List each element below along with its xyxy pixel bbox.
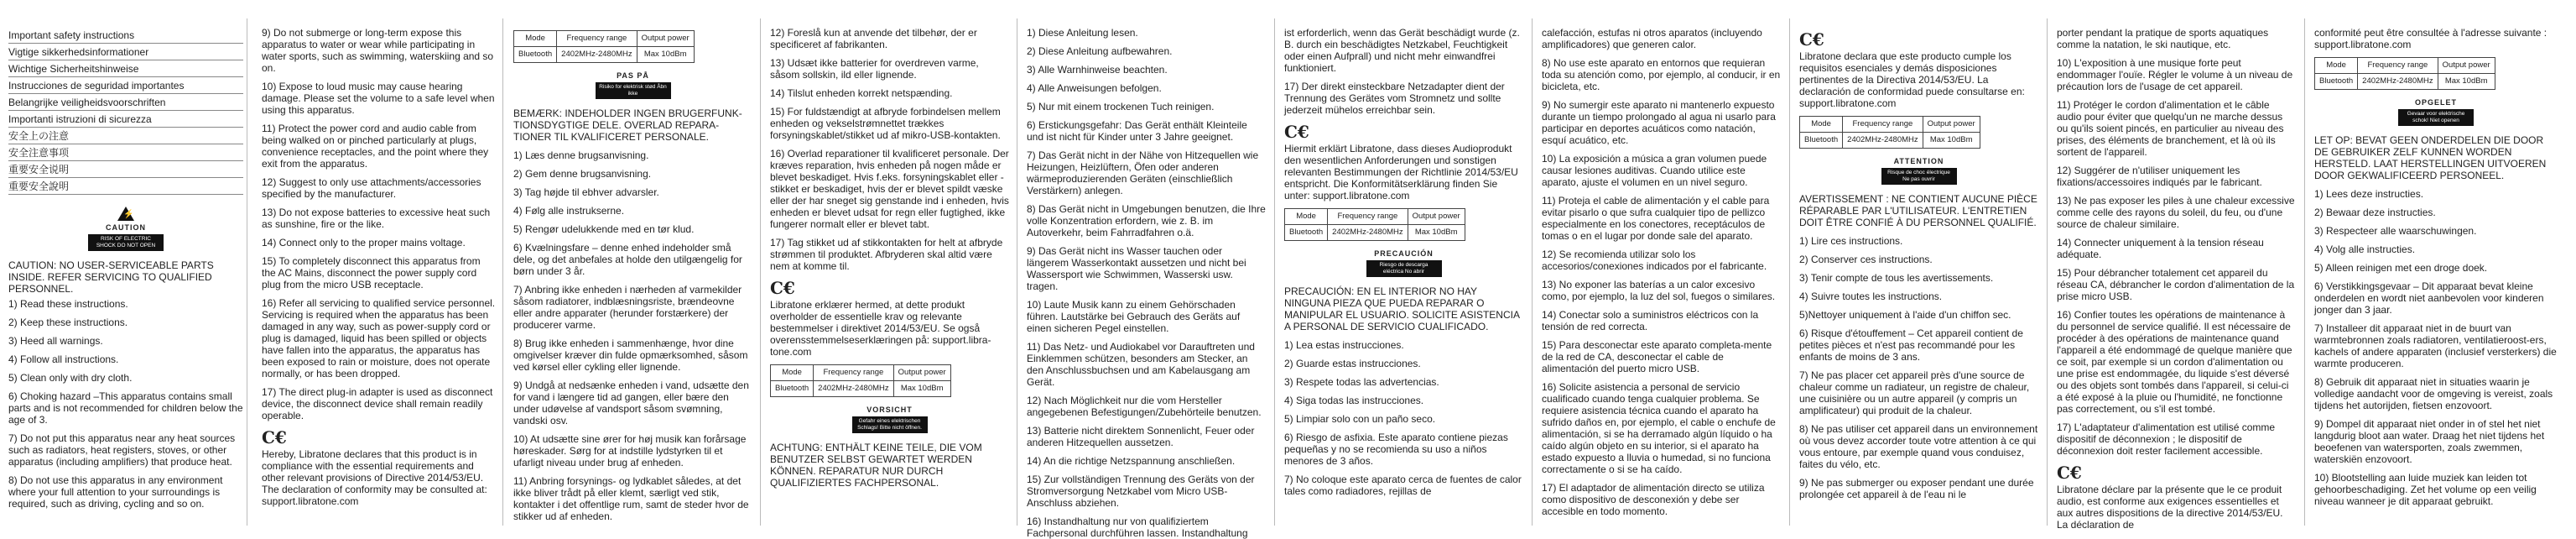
paragraph: Libratone déclare par la présente que le ce produit audio, est conforme aux exigences essentielles et aux autres dispositions de la directive 2014/53/EU. La déclaration de	[2057, 484, 2283, 531]
spec-cell: 2402MHz-2480MHz	[1843, 133, 1923, 149]
column-divider	[502, 18, 503, 526]
paragraph: 13) Batterie nicht direktem Sonnenlicht, Feuer oder anderen Hitzequellen aussetzen.	[1027, 425, 1255, 448]
spec-cell: Bluetooth	[514, 47, 557, 63]
paragraph: 6) Kvælningsfare – denne enhed indeholder små dele, og det anbefales at holde den utilgængelig for børn under 3 år.	[513, 242, 742, 277]
paragraph: LET OP: BEVAT GEEN ONDERDELEN DIE DOOR DE GEBRUIKER ZELF KUNNEN WORDEN HERSTELD. LAAT HERSTELLINGEN UITVOEREN DOOR GEKWALIFICEERD PERSONEEL.	[2314, 134, 2547, 181]
paragraph: 4) Siga todas las instrucciones.	[1284, 395, 1424, 406]
caution-symbol	[1799, 155, 2038, 185]
toc-item: Wichtige Sicherheitshinweise	[8, 60, 243, 77]
paragraph: 17) L'adaptateur d'alimentation est utilisé comme dispositif de déconnexion ; le dispositif de déconnexion doit rester facilement accessible.	[2057, 421, 2276, 457]
caution-title: PAS PÅ	[617, 71, 649, 80]
caution-title: OPGELET	[2414, 98, 2457, 107]
paragraph: AVERTISSEMENT : NE CONTIENT AUCUNE PIÈCE RÉPARABLE PAR L'UTILISATEUR. L'ENTRETIEN DOIT ÊTRE CONFIÉ À DU PERSONNEL QUALIFIÉ.	[1799, 193, 2037, 228]
paragraph: 4) Følg alle instrukserne.	[513, 205, 625, 217]
paragraph: PRECAUCIÓN: EN EL INTERIOR NO HAY NINGUNA PIEZA QUE PUEDA REPARAR O MANIPULAR EL USUARIO. SOLICITE ASISTENCIA A PERSONAL DE SERVICIO CUALIFICADO.	[1284, 285, 1520, 332]
caution-label: RISK OF ELECTRIC SHOCK DO NOT OPEN	[88, 234, 164, 251]
spec-header: Output power	[637, 31, 694, 47]
paragraph: 2) Conserver ces instructions.	[1799, 254, 1933, 265]
paragraph: 8) Do not use this apparatus in any environment where your full attention to your surroundings is required, such as driving, cycling and so on.	[8, 474, 223, 510]
paragraph: 3) Alle Warnhinweise beachten.	[1027, 64, 1168, 76]
paragraph: 11) Protect the power cord and audio cable from being walked on or pinched particularly at plugs, convenience receptacles, and the point where they exit from the apparatus.	[262, 123, 489, 170]
paragraph: 15) For fuldstændigt at afbryde forbindelsen mellem enheden og vekselstrømnettet trækkes forsyningskablet/stikket ud af mikro-USB-kontakten.	[770, 106, 1001, 141]
paragraph: 3) Heed all warnings.	[8, 335, 103, 347]
spec-header: Mode	[2315, 58, 2358, 74]
caution-title: VORSICHT	[866, 406, 913, 414]
paragraph: BEMÆRK: INDEHOLDER INGEN BRUGERFUNK-TIONSDYGTIGE DELE. OVERLAD REPARA-TIONER TIL KVALIFICERET PERSONALE.	[513, 107, 742, 143]
paragraph: 4) Follow all instructions.	[8, 353, 119, 365]
paragraph: 9) Das Gerät nicht ins Wasser tauchen oder längerem Wasserkontakt aussetzen und nicht bei Wassersport wie Schwimmen, Wasserski usw. tragen.	[1027, 245, 1246, 292]
caution-label: Gevaar voor elektrische schok! Niet openen	[2398, 109, 2474, 126]
paragraph: ACHTUNG: ENTHÄLT KEINE TEILE, DIE VOM BENUTZER SELBST GEWARTET WERDEN KÖNNEN. REPARATUR NUR DURCH QUALIFIZIERTES FACHPERSONAL.	[770, 442, 982, 489]
paragraph: 17) El adaptador de alimentación directo se utiliza como dispositivo de desconexión y debe ser accesible en todo momento.	[1542, 482, 1765, 517]
caution-title: PRECAUCIÓN	[1374, 249, 1434, 258]
column-divider	[760, 18, 761, 526]
caution-symbol	[513, 70, 752, 99]
paragraph: 10) Laute Musik kann zu einem Gehörschaden führen. Lautstärke bei Gebrauch des Geräts auf einen sicheren Pegel einstellen.	[1027, 299, 1241, 334]
column-divider	[1789, 18, 1790, 526]
paragraph: 10) At udsætte sine ører for høj musik kan forårsage høreskader. Sørg for at indstille lydstyrken til et ufarligt niveau under brug af enheden.	[513, 433, 747, 468]
paragraph: 14) Connect only to the proper mains voltage.	[262, 237, 466, 249]
paragraph: 3) Respete todas las advertencias.	[1284, 376, 1439, 388]
paragraph: 9) Ne pas submerger ou exposer pendant une durée prolongée cet appareil à de l'eau ni le	[1799, 477, 2034, 500]
spec-header: Frequency range	[814, 365, 893, 381]
paragraph: 10) L'exposition à une musique forte peut endommager l'ouïe. Régler le volume à un niveau de précaution lors de l'usage de cet appareil.	[2057, 57, 2293, 92]
spec-cell: Bluetooth	[2315, 74, 2358, 90]
paragraph: 14) Connecter uniquement à la tension réseau adéquate.	[2057, 237, 2264, 260]
paragraph: 16) Refer all servicing to qualified service personnel. Servicing is required when the apparatus has been damaged in any way, such as power-supply cord or plug is damaged, liquid has been spilled or objects have fallen into the apparatus, the apparatus has been exposed to rain or moisture, does not operate normally, or has been dropped.	[262, 297, 496, 379]
paragraph: Hereby, Libratone declares that this product is in compliance with the essential requirements and other relevant provisions of Directive 2014/53/EU. The declaration of conformity may be consulted at: support.libratone.com	[262, 448, 487, 507]
spec-header: Frequency range	[557, 31, 637, 47]
paragraph: 6) Verstikkingsgevaar – Dit apparaat bevat kleine onderdelen en wordt niet aanbevolen voor kinderen jonger dan 3 jaar.	[2314, 280, 2544, 316]
toc-item: Belangrijke veiligheidsvoorschriften	[8, 94, 243, 111]
paragraph: 6) Risque d'étouffement – Cet appareil contient de petites pièces et n'est pas recommandé pour les enfants de moins de 3 ans.	[1799, 327, 2023, 363]
spec-header: Mode	[771, 365, 814, 381]
spec-header: Mode	[514, 31, 557, 47]
paragraph: 16) Confier toutes les opérations de maintenance à du personnel de service qualifié. Il est nécessaire de procéder à des opérations de maintenance quand l'appareil a été endommagé de quelque manière que ce soit, par exemple si un cordon d'alimentation ou une prise est endommagée, du liquide s'est déversé ou des objets sont tombés dans l'appareil, si celui-ci a été exposé à la pluie ou l'humidité, ne fonctionne pas correctement, ou s'il est tombé.	[2057, 309, 2292, 415]
caution-label: Risque de choc électrique Ne pas ouvrir	[1881, 168, 1957, 185]
paragraph: 7) Do not put this apparatus near any heat sources such as radiators, heat registers, stoves, or other apparatus (including amplifiers) that produce heat.	[8, 432, 236, 468]
spec-cell: 2402MHz-2480MHz	[2358, 74, 2438, 90]
column-5	[1027, 27, 1266, 539]
spec-cell: 2402MHz-2480MHz	[1328, 225, 1408, 241]
caution-title: ATTENTION	[1893, 157, 1944, 165]
spec-header: Frequency range	[1328, 209, 1408, 225]
paragraph: 6) Erstickungsgefahr: Das Gerät enthält Kleinteile und ist nicht für Kinder unter 3 Jahre geeignet.	[1027, 119, 1247, 143]
spec-table	[1799, 116, 1980, 149]
caution-symbol	[8, 207, 243, 251]
spec-cell: Bluetooth	[1285, 225, 1328, 241]
paragraph: conformité peut être consultée à l'adresse suivante : support.libratone.com	[2314, 27, 2547, 50]
caution-symbol	[1284, 248, 1523, 277]
paragraph: 4) Volg alle instructies.	[2314, 243, 2416, 255]
paragraph: 12) Se recomienda utilizar solo los accesorios/conexiones indicados por el fabricante.	[1542, 249, 1767, 272]
paragraph: 15) Pour débrancher totalement cet appareil du réseau CA, débrancher le cordon d'alimentation de la prise micro USB.	[2057, 267, 2295, 302]
paragraph: 14) An die richtige Netzspannung anschließen.	[1027, 455, 1236, 467]
column-7	[1542, 27, 1781, 522]
paragraph: 3) Tag højde til ebhver advarsler.	[513, 186, 659, 198]
paragraph: Hiermit erklärt Libratone, dass dieses Audioprodukt den wesentlichen Anforderungen und sonstigen relevanten Bestimmungen der Richtlinie 2014/53/EU entspricht. Die Konformitätserklärung finden Sie unter: support.libratone.com	[1284, 143, 1518, 201]
caution-label: Gefahr eines elektrischen Schlags! Bitte nicht öffnen.	[852, 416, 928, 433]
paragraph: 7) Installeer dit apparaat niet in de buurt van warmtebronnen zoals radiatoren, ventilatieroost-ers, kachels of andere apparaten (inclusief versterkers) die warmte produceren.	[2314, 322, 2557, 369]
paragraph: 15) Zur vollständigen Trennung des Geräts von der Stromversorgung Netzkabel vom Micro USB-Anschluss abziehen.	[1027, 474, 1255, 509]
paragraph: 11) Protéger le cordon d'alimentation et le câble audio pour éviter que quelqu'un ne marche dessus ou qu'ils soient pincés, en particulier au niveau des prises, des éléments de branchement, et là où ils sortent de l'appareil.	[2057, 99, 2284, 158]
paragraph: 3) Tenir compte de tous les avertissements.	[1799, 272, 1994, 284]
paragraph: 16) Instandhaltung nur von qualifiziertem Fachpersonal durchführen lassen. Instandhaltung	[1027, 515, 1248, 539]
ce-mark-icon: C€	[2057, 463, 2082, 483]
paragraph: 9) Dompel dit apparaat niet onder in of stel het niet langdurig bloot aan water. Draag het niet tijdens het beoefenen van watersporten, zoals zwemmen, waterskiën enzovoort.	[2314, 418, 2545, 465]
paragraph: 13) No exponer las baterías a un calor excesivo como, por ejemplo, la luz del sol, fuegos o similares.	[1542, 279, 1776, 302]
paragraph: 2) Diese Anleitung aufbewahren.	[1027, 45, 1173, 57]
caution-label: Risiko for elektrisk stød Åbn ikke	[596, 82, 671, 99]
paragraph: 7) Ne pas placer cet appareil près d'une source de chaleur comme un radiateur, un registre de chaleur, une cuisinière ou un autre appareil (y compris un amplificateur) qui produit de la chaleur.	[1799, 369, 2030, 416]
toc-item: 重要安全说明	[8, 161, 243, 178]
toc-item: 安全上の注意	[8, 128, 243, 144]
spec-cell: Max 10dBm	[1923, 133, 1980, 149]
paragraph: 5) Rengør udelukkende med en tør klud.	[513, 223, 695, 235]
paragraph: 4) Suivre toutes les instructions.	[1799, 290, 1943, 302]
paragraph: 14) Tilslut enheden korrekt netspænding.	[770, 87, 953, 99]
toc-item: Instrucciones de seguridad importantes	[8, 77, 243, 94]
paragraph: 2) Bewaar deze instructies.	[2314, 207, 2436, 218]
ce-mark-icon: C€	[770, 278, 795, 298]
warning-triangle-icon: ⚡	[117, 207, 134, 221]
caution-label: Riesgo de descarga eléctrica No abrir	[1366, 260, 1442, 277]
column-divider	[2047, 18, 2048, 526]
paragraph: 9) No sumergir este aparato ni mantenerlo expuesto durante un tiempo prolongado al agua ni usarlo para participar en deportes acuáticos como natación, esquí acuático, etc.	[1542, 99, 1776, 146]
paragraph: 5) Limpiar solo con un paño seco.	[1284, 413, 1436, 425]
column-10	[2314, 27, 2558, 522]
paragraph: 5) Clean only with dry cloth.	[8, 372, 133, 384]
paragraph: 6) Choking hazard –This apparatus contains small parts and is not recommended for children below the age of 3.	[8, 390, 243, 426]
paragraph: 6) Riesgo de asfixia. Este aparato contiene piezas pequeñas y no se recomienda su uso a niños menores de 3 años.	[1284, 432, 1508, 467]
toc-item: 安全注意事项	[8, 144, 243, 161]
ce-mark-icon: C€	[262, 427, 287, 447]
paragraph: 1) Lire ces instructions.	[1799, 235, 1903, 247]
paragraph: 1) Lea estas instrucciones.	[1284, 339, 1404, 351]
spec-cell: Max 10dBm	[637, 47, 694, 63]
language-index	[8, 27, 243, 195]
paragraph: 13) Udsæt ikke batterier for overdreven varme, såsom sollskin, ild eller lignende.	[770, 57, 979, 81]
spec-header: Output power	[1923, 117, 1980, 133]
paragraph: porter pendant la pratique de sports aquatiques comme la natation, le ski nautique, etc.	[2057, 27, 2269, 50]
column-4	[770, 27, 1009, 522]
paragraph: ist erforderlich, wenn das Gerät beschädigt wurde (z. B. durch ein beschädigtes Netzkabel, Feuchtigkeit oder einen Aufprall) und nicht mehr einwandfrei funktioniert.	[1284, 27, 1520, 74]
column-divider	[1274, 18, 1275, 526]
paragraph: 12) Nach Möglichkeit nur die vom Hersteller angegebenen Befestigungen/Zubehörteile benutzen.	[1027, 395, 1262, 418]
column-8	[1799, 27, 2038, 522]
paragraph: Libratone declara que este producto cumple los requisitos esenciales y demás disposiciones pertinentes de la Directiva 2014/53/EU. La declaración de conformidad puede consultarse en: support.libratone.com	[1799, 50, 2025, 109]
spec-header: Frequency range	[1843, 117, 1923, 133]
paragraph: 5)Nettoyer uniquement à l'aide d'un chiffon sec.	[1799, 309, 2011, 321]
paragraph: 5) Alleen reinigen met een droge doek.	[2314, 262, 2488, 274]
column-1	[8, 27, 243, 522]
paragraph: Libratone erklærer hermed, at dette produkt overholder de essentielle krav og relevante bestemmelser i direktivet 2014/53/EU. Se også overensstemmelseserklæringen på: support.libra-tone.com	[770, 299, 991, 358]
paragraph: calefacción, estufas ni otros aparatos (incluyendo amplificadores) que generen calor.	[1542, 27, 1762, 50]
spec-header: Mode	[1285, 209, 1328, 225]
spec-header: Output power	[893, 365, 950, 381]
paragraph: 10) Expose to loud music may cause hearing damage. Please set the volume to a safe level when using this apparatus.	[262, 81, 495, 116]
paragraph: 15) Para desconectar este aparato completa-mente de la red de CA, desconectar el cable de alimentación del puerto micro USB.	[1542, 339, 1772, 374]
column-divider	[1532, 18, 1533, 526]
paragraph: 8) Brug ikke enheden i sammenhænge, hvor dine omgivelser kræver din fulde opmærksomhed, såsom ved kørsel eller cykling eller lignende.	[513, 338, 748, 373]
spec-cell: 2402MHz-2480MHz	[814, 381, 893, 397]
paragraph: 2) Keep these instructions.	[8, 317, 128, 328]
column-6	[1284, 27, 1523, 522]
paragraph: 9) Undgå at nedsænke enheden i vand, udsætte den for vand i længere tid ad gangen, eller bære den under udøvelse af vandsport såsom svømning, vandski osv.	[513, 379, 749, 426]
toc-item: 重要安全說明	[8, 178, 243, 195]
paragraph: 8) Das Gerät nicht in Umgebungen benutzen, die Ihre volle Konzentration erfordern, wie z. B. im Autoverkehr, beim Fahrradfahren o.ä.	[1027, 203, 1266, 238]
paragraph: 9) Do not submerge or long-term expose this apparatus to water or wear while participating in water sports, such as swimming, waterskiing and so on.	[262, 27, 494, 74]
paragraph: 12) Suggérer de n'utiliser uniquement les fixations/accessoires indiqués par le fabricant.	[2057, 165, 2262, 188]
paragraph: 17) Der direkt einsteckbare Netzadapter dient der Trennung des Gerätes vom Stromnetz und sollte jederzeit mühelos erreichbar sein.	[1284, 81, 1505, 116]
paragraph: 5) Nur mit einem trockenen Tuch reinigen.	[1027, 101, 1215, 113]
spec-cell: Bluetooth	[771, 381, 814, 397]
paragraph: CAUTION: NO USER-SERVICEABLE PARTS INSIDE. REFER SERVICING TO QUALIFIED PERSONNEL.	[8, 259, 214, 295]
spec-header: Frequency range	[2358, 58, 2438, 74]
caution-symbol	[2314, 97, 2558, 126]
paragraph: 11) Anbring forsynings- og lydkablet således, at det ikke bliver trådt på eller klemt, særligt ved stik, kontakter i det offentlige rum, samt de steder hvor de stikker ud af enheden.	[513, 475, 749, 522]
paragraph: 12) Suggest to only use attachments/accessories specified by the manufacturer.	[262, 176, 481, 200]
paragraph: 8) No use este aparato en entornos que requieran toda su atención como, por ejemplo, al conducir, ir en bicicleta, etc.	[1542, 57, 1781, 92]
toc-item: Important safety instructions	[8, 27, 243, 44]
paragraph: 10) La exposición a música a gran volumen puede causar lesiones auditivas. Cuando utilice este aparato, ajuste el volumen en un nivel seguro.	[1542, 153, 1767, 188]
spec-header: Output power	[1408, 209, 1465, 225]
paragraph: 8) Gebruik dit apparaat niet in situaties waarin je volledige aandacht voor de omgeving is vereist, zoals tijdens het autorijden, fietsen enzovoort.	[2314, 376, 2553, 411]
paragraph: 1) Diese Anleitung lesen.	[1027, 27, 1138, 39]
paragraph: 13) Ne pas exposer les piles à une chaleur excessive comme celle des rayons du soleil, du feu, ou d'une source de chaleur similaire.	[2057, 195, 2295, 230]
spec-cell: Max 10dBm	[1408, 225, 1465, 241]
paragraph: 10) Blootstelling aan luide muziek kan leiden tot gehoorbeschadiging. Zet het volume op een veilig niveau wanneer je dit apparaat gebruikt.	[2314, 472, 2537, 507]
paragraph: 3) Respecteer alle waarschuwingen.	[2314, 225, 2477, 237]
spec-header: Mode	[1800, 117, 1843, 133]
spec-cell: 2402MHz-2480MHz	[557, 47, 637, 63]
paragraph: 15) To completely disconnect this apparatus from the AC Mains, disconnect the power supply cord plug from the micro USB receptacle.	[262, 255, 481, 290]
paragraph: 2) Guarde estas instrucciones.	[1284, 358, 1421, 369]
paragraph: 11) Das Netz- und Audiokabel vor Darauftreten und Einklemmen schützen, besonders am Stecker, an den Anschlussbuchsen und am Kabelausgang am Gerät.	[1027, 341, 1255, 388]
paragraph: 17) The direct plug-in adapter is used as disconnect device, the disconnect device shall remain readily operable.	[262, 386, 493, 421]
toc-item: Vigtige sikkerhedsinformationer	[8, 44, 243, 60]
paragraph: 1) Læs denne brugsanvisning.	[513, 149, 649, 161]
toc-item: Importanti istruzioni di sicurezza	[8, 111, 243, 128]
spec-table	[770, 364, 951, 397]
paragraph: 12) Foreslå kun at anvende det tilbehør, der er specificeret af fabrikanten.	[770, 27, 977, 50]
ce-mark-icon: C€	[1799, 29, 1824, 50]
spec-cell: Bluetooth	[1800, 133, 1843, 149]
paragraph: 17) Tag stikket ud af stikkontakten for helt at afbryde strømmen til produktet. Afbryderen skal altid være nem at komme til.	[770, 237, 1003, 272]
paragraph: 2) Gem denne brugsanvisning.	[513, 168, 652, 180]
spec-table	[513, 30, 695, 63]
paragraph: 7) No coloque este aparato cerca de fuentes de calor tales como radiadores, rejillas de	[1284, 474, 1522, 497]
paragraph: 16) Solicite asistencia a personal de servicio cualificado cuando tenga cualquier problema. Se requiere asistencia técnica cuando el aparato ha sufrido daños en, por ejemplo, el cable o enchufe de alimentación, si se ha derramado algún líquido o ha caído algún objeto en su interior, si el aparato ha estado expuesto a lluvia o humedad, si no funciona correctamente o si se ha caído.	[1542, 381, 1776, 475]
paragraph: 11) Proteja el cable de alimentación y el cable para evitar pisarlo o que sufra cualquier tipo de pellizco especialmente en los conectores, receptáculos de tomas o en el lugar por donde sale del aparato.	[1542, 195, 1770, 242]
column-9	[2057, 27, 2296, 531]
paragraph: 7) Anbring ikke enheden i nærheden af varmekilder såsom radiatorer, indblæsningsriste, brændeovne eller andre apparater (herunder forstærkere) der producerer varme.	[513, 284, 742, 331]
ce-mark-icon: C€	[1284, 122, 1309, 142]
spec-table	[2314, 57, 2495, 90]
column-divider	[2304, 18, 2305, 526]
paragraph: 4) Alle Anweisungen befolgen.	[1027, 82, 1162, 94]
spec-cell: Max 10dBm	[2438, 74, 2495, 90]
column-2	[262, 27, 497, 522]
spec-header: Output power	[2438, 58, 2495, 74]
paragraph: 1) Lees deze instructies.	[2314, 188, 2424, 200]
spec-cell: Max 10dBm	[893, 381, 950, 397]
paragraph: 16) Overlad reparationer til kvalificeret personale. Der kræves reparation, hvis enheden på nogen måde er blevet beskadiget. Hvis f.eks. forsyningskablet eller -stikket er beskadiget, hvis der er blevet spildt væske eller der har sneget sig genstande ind i enheden, hvis enheden er blevet udsat for regn eller fugtighed, ikke fungerer normalt eller er blevet tabt.	[770, 148, 1009, 230]
caution-symbol	[770, 404, 1009, 433]
column-3	[513, 27, 752, 522]
paragraph: 8) Ne pas utiliser cet appareil dans un environnement où vous devez accorder toute votre attention à ce qui vous entoure, par exemple quand vous conduisez, faites du vélo, etc.	[1799, 423, 2038, 470]
paragraph: 1) Read these instructions.	[8, 298, 128, 310]
paragraph: 14) Conectar solo a suministros eléctricos con la tensión de red correcta.	[1542, 309, 1759, 332]
caution-title: CAUTION	[106, 223, 146, 232]
paragraph: 13) Do not expose batteries to excessive heat such as sunshine, fire or the like.	[262, 207, 491, 230]
paragraph: 7) Das Gerät nicht in der Nähe von Hitzequellen wie Heizungen, Heizlüftern, Öfen oder anderen wärmeproduzierenden Geräten (einschließlich Verstärkern) anlegen.	[1027, 149, 1259, 196]
spec-table	[1284, 208, 1465, 241]
